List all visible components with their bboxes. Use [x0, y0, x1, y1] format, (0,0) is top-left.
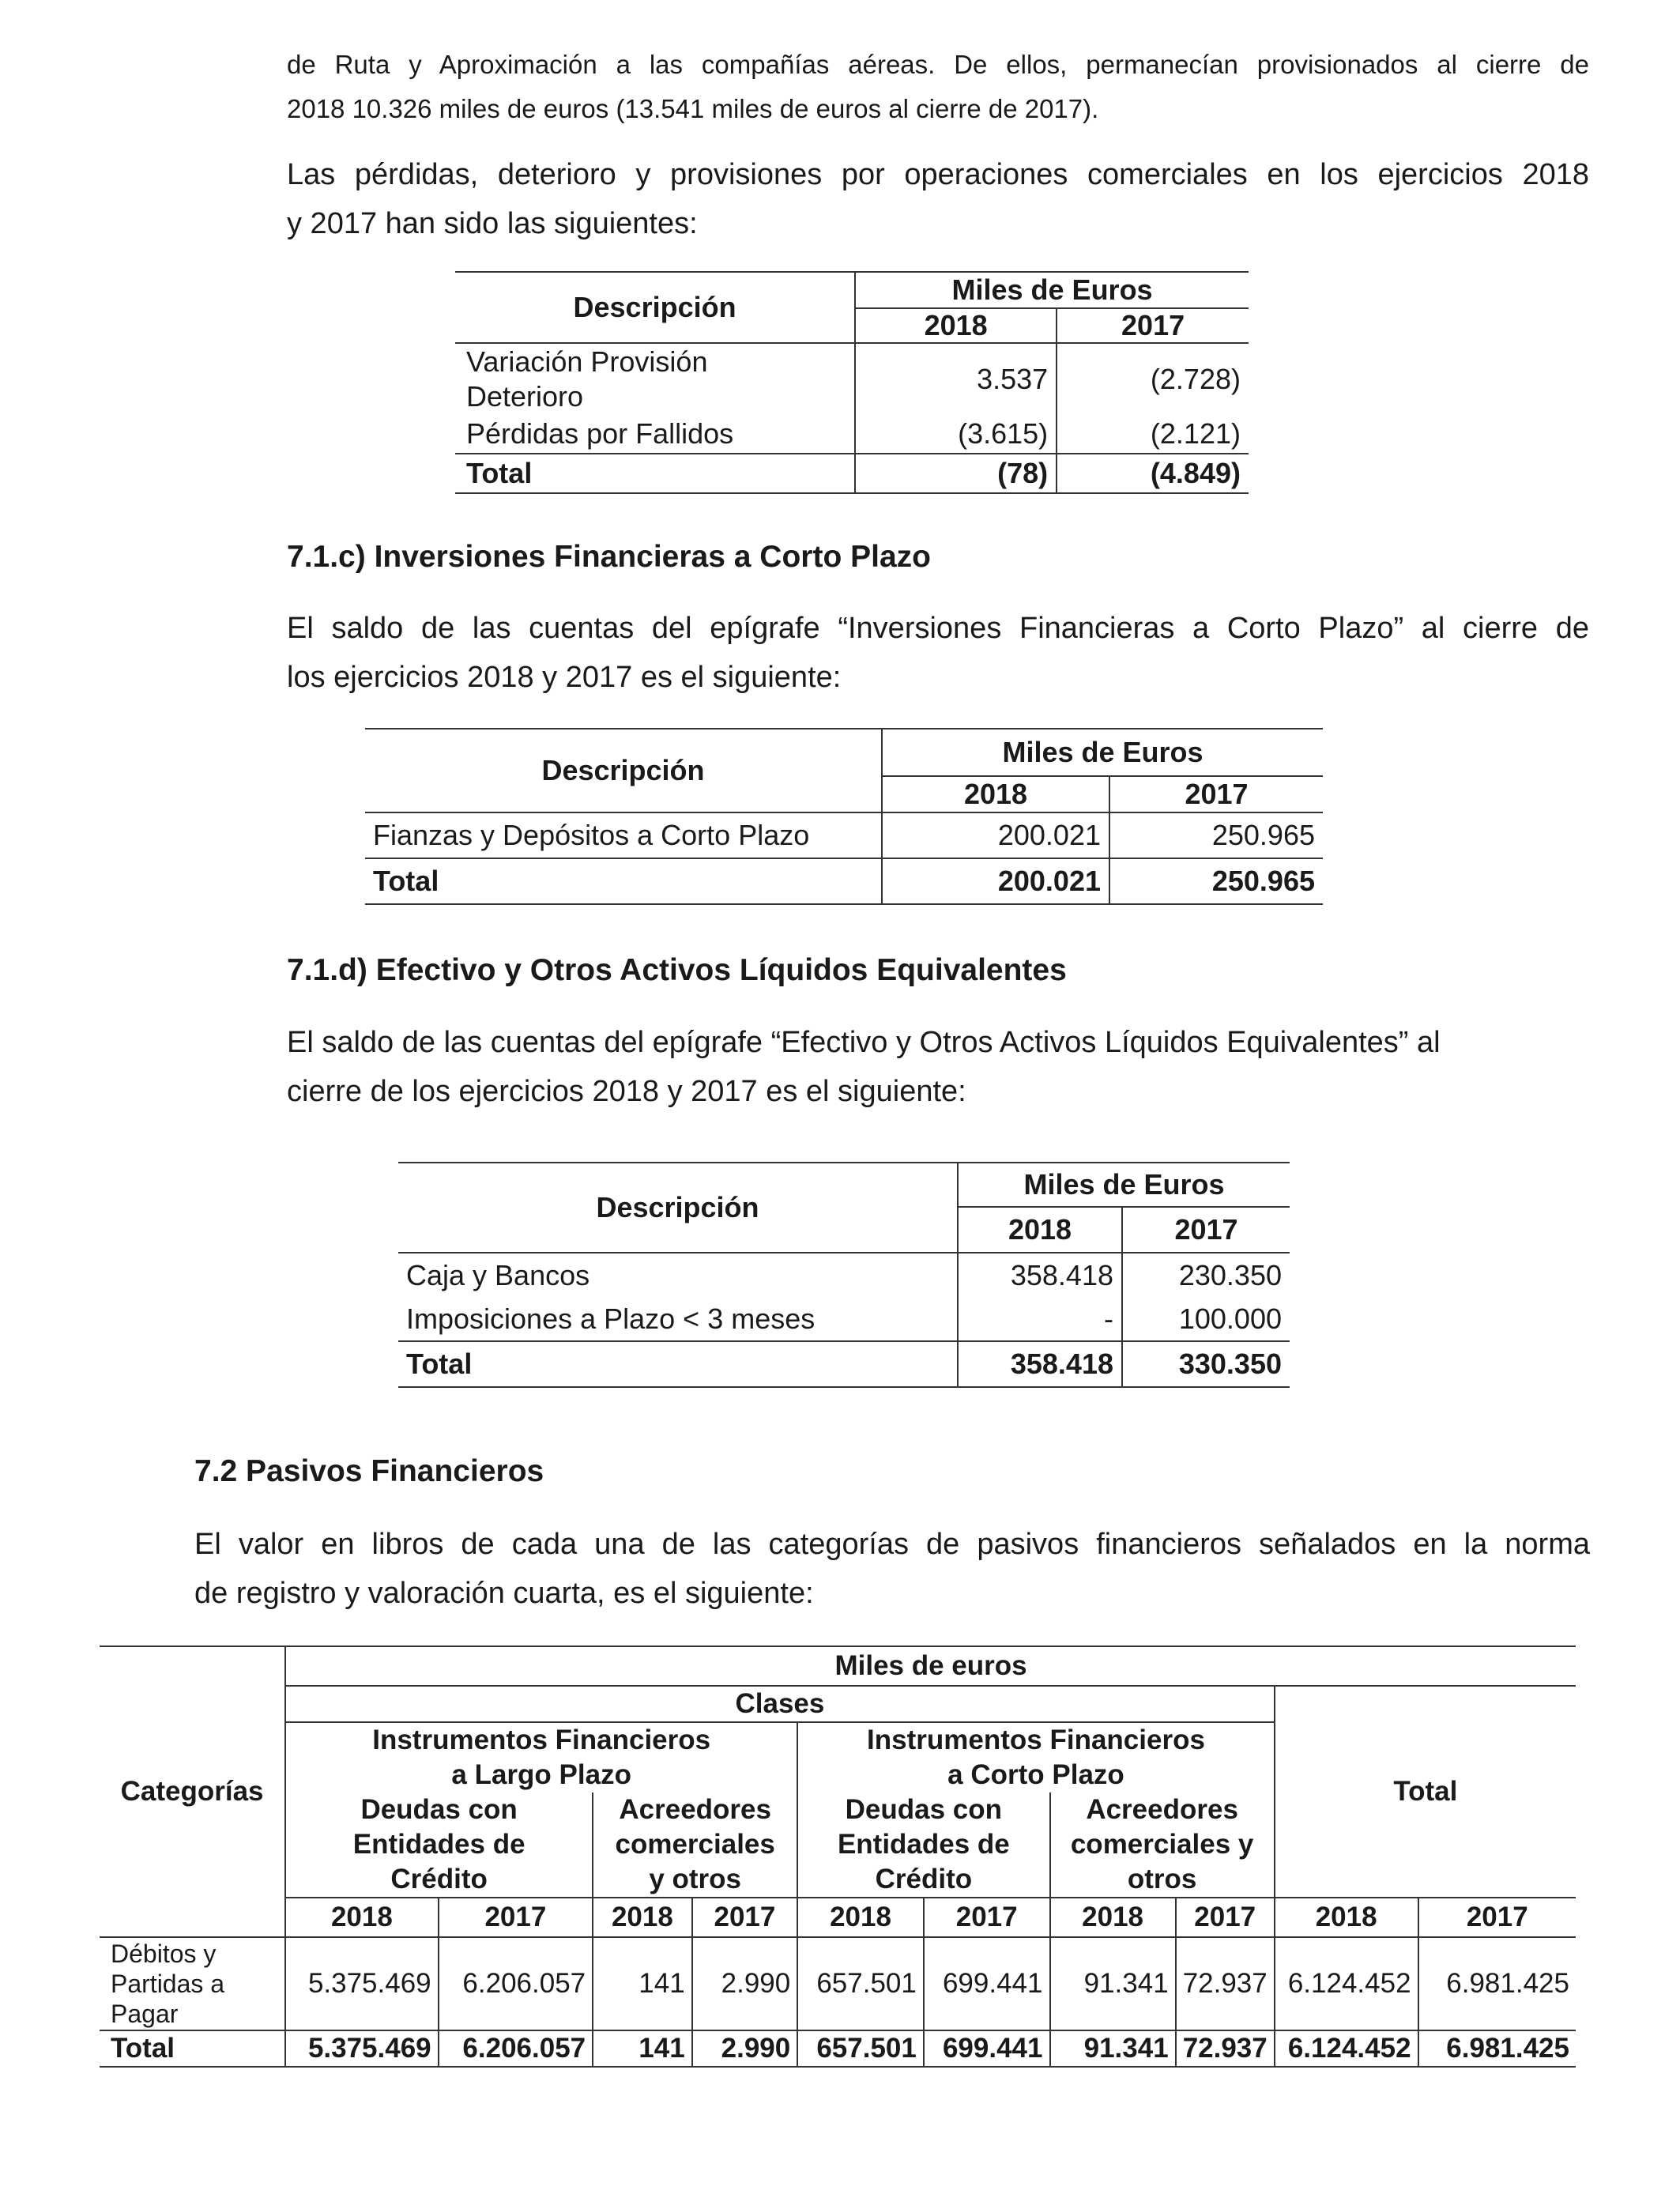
largo-plazo-line-1: Instrumentos Financieros [372, 1725, 711, 1755]
section-71c-line-1: El saldo de las cuentas del epígrafe “Inversiones Financieras a Corto Plazo” al cierre de [287, 612, 1589, 645]
pasivos-total-value-4: 2.990 [692, 2030, 798, 2067]
pasivos-row-debitos-label [100, 1937, 285, 2030]
pasivos-total-value-2: 6.206.057 [439, 2030, 593, 2067]
perdidas-paragraph [287, 150, 1589, 248]
section-72-line-2: de registro y valoración cuarta, es el siguiente: [194, 1577, 814, 1610]
pasivos-row-value-2: 6.206.057 [439, 1937, 593, 2030]
pasivos-clases-header: Clases [285, 1686, 1275, 1722]
intro-paragraph [287, 43, 1589, 131]
pasivos-year-col-4: 2017 [692, 1898, 798, 1937]
pasivos-total-value-3: 141 [593, 2030, 692, 2067]
inversiones-total-2018: 200.021 [882, 858, 1109, 904]
pasivos-year-col-1: 2018 [285, 1898, 439, 1937]
pasivos-lp-acreedores-header [593, 1793, 797, 1898]
pasivos-total-value-7: 91.341 [1050, 2030, 1176, 2067]
debitos-label-line-1: Débitos y [111, 1940, 217, 1968]
inversiones-row-fianzas-label: Fianzas y Depósitos a Corto Plazo [365, 812, 882, 858]
perdidas-miles-header: Miles de Euros [855, 272, 1249, 308]
pasivos-year-col-5: 2018 [797, 1898, 924, 1937]
efectivo-total-2017: 330.350 [1122, 1341, 1290, 1387]
perdidas-row-fallidos-label: Pérdidas por Fallidos [455, 414, 855, 454]
pasivos-total-value-9: 6.124.452 [1275, 2030, 1418, 2067]
perdidas-desc-header: Descripción [455, 272, 855, 343]
perdidas-table [455, 271, 1249, 494]
pasivos-total-value-1: 5.375.469 [285, 2030, 439, 2067]
variacion-label-line-2: Deterioro [466, 379, 584, 413]
inversiones-year-2017: 2017 [1109, 776, 1323, 812]
efectivo-total-2018: 358.418 [958, 1341, 1122, 1387]
pasivos-year-col-7: 2018 [1050, 1898, 1176, 1937]
section-72-paragraph [194, 1520, 1590, 1618]
section-71d-line-1: El saldo de las cuentas del epígrafe “Efectivo y Otros Activos Líquidos Equivalentes” al [287, 1026, 1441, 1059]
efectivo-row-imposiciones-2017: 100.000 [1122, 1297, 1290, 1341]
perdidas-year-2017: 2017 [1057, 308, 1249, 343]
pasivos-cp-deudas-header [797, 1793, 1049, 1898]
perdidas-total-2017: (4.849) [1057, 454, 1249, 493]
pasivos-row-value-4: 2.990 [692, 1937, 798, 2030]
pasivos-year-col-8: 2017 [1176, 1898, 1275, 1937]
section-72-title: 7.2 Pasivos Financieros [194, 1454, 544, 1488]
perdidas-row-variacion-2017: (2.728) [1150, 362, 1241, 395]
perdidas-total-2018: (78) [855, 454, 1057, 493]
pasivos-total-value-8: 72.937 [1176, 2030, 1275, 2067]
cp-deudas-line-2: Entidades de [837, 1829, 1010, 1860]
largo-plazo-line-2: a Largo Plazo [451, 1759, 631, 1790]
efectivo-row-imposiciones-2018: - [958, 1297, 1122, 1341]
section-71c-paragraph [287, 604, 1589, 702]
pasivos-row-value-5: 657.501 [797, 1937, 924, 2030]
cp-deudas-line-3: Crédito [875, 1864, 973, 1894]
efectivo-row-caja-2018: 358.418 [958, 1253, 1122, 1297]
inversiones-row-fianzas-2017: 250.965 [1109, 812, 1323, 858]
pasivos-year-col-3: 2018 [593, 1898, 692, 1937]
section-71d-title: 7.1.d) Efectivo y Otros Activos Líquidos Equivalentes [287, 953, 1067, 987]
pasivos-corto-plazo-header [797, 1722, 1275, 1793]
efectivo-row-caja-label: Caja y Bancos [398, 1253, 958, 1297]
efectivo-desc-header: Descripción [398, 1163, 958, 1253]
efectivo-year-2017: 2017 [1122, 1207, 1290, 1253]
pasivos-row-value-7: 91.341 [1050, 1937, 1176, 2030]
section-71d-paragraph [287, 1018, 1589, 1116]
pasivos-table [100, 1646, 1576, 2068]
pasivos-year-col-10: 2017 [1418, 1898, 1576, 1937]
pasivos-lp-deudas-header [285, 1793, 593, 1898]
efectivo-row-caja-2017: 230.350 [1178, 1258, 1282, 1291]
corto-plazo-line-2: a Corto Plazo [947, 1759, 1124, 1790]
pasivos-row-value-8: 72.937 [1176, 1937, 1275, 2030]
perdidas-row-variacion-label [455, 343, 855, 414]
lp-acreedores-line-2: comerciales [615, 1829, 775, 1860]
perdidas-row-fallidos-2017: (2.121) [1057, 414, 1249, 454]
lp-acreedores-line-3: y otros [649, 1864, 742, 1894]
pasivos-row-value-10: 6.981.425 [1446, 1968, 1569, 1999]
lp-acreedores-line-1: Acreedores [619, 1794, 771, 1825]
inversiones-miles-header: Miles de Euros [882, 729, 1323, 776]
section-71c-line-2: los ejercicios 2018 y 2017 es el siguiente: [287, 661, 842, 694]
perdidas-line-2: y 2017 han sido las siguientes: [287, 207, 698, 240]
perdidas-year-2018: 2018 [855, 308, 1057, 343]
pasivos-largo-plazo-header [285, 1722, 797, 1793]
pasivos-row-value-6: 699.441 [924, 1937, 1050, 2030]
pasivos-total-value-10: 6.981.425 [1418, 2030, 1576, 2067]
pasivos-cp-acreedores-header [1050, 1793, 1275, 1898]
intro-line-2: 2018 10.326 miles de euros (13.541 miles de euros al cierre de 2017). [287, 94, 1099, 123]
pasivos-total-value-6: 699.441 [924, 2030, 1050, 2067]
cp-acreedores-line-3: otros [1127, 1864, 1197, 1894]
efectivo-row-imposiciones-label: Imposiciones a Plazo < 3 meses [398, 1297, 958, 1341]
pasivos-row-value-9: 6.124.452 [1275, 1937, 1418, 2030]
perdidas-total-label: Total [455, 454, 855, 493]
efectivo-table [398, 1162, 1290, 1388]
pasivos-total-label: Total [100, 2030, 285, 2067]
efectivo-miles-header: Miles de Euros [958, 1163, 1290, 1207]
perdidas-row-fallidos-2018: (3.615) [855, 414, 1057, 454]
inversiones-total-label: Total [365, 858, 882, 904]
cp-acreedores-line-2: comerciales y [1070, 1829, 1254, 1860]
pasivos-year-col-6: 2017 [924, 1898, 1050, 1937]
inversiones-year-2018: 2018 [882, 776, 1109, 812]
pasivos-total-header: Total [1275, 1686, 1576, 1898]
pasivos-categorias-header: Categorías [100, 1646, 285, 1937]
pasivos-miles-header: Miles de euros [285, 1646, 1576, 1686]
efectivo-year-2018: 2018 [958, 1207, 1122, 1253]
debitos-label-line-2: Partidas a [111, 1970, 225, 1998]
pasivos-row-value-1: 5.375.469 [285, 1937, 439, 2030]
perdidas-row-variacion-2018: 3.537 [855, 343, 1057, 414]
section-71c-title: 7.1.c) Inversiones Financieras a Corto Plazo [287, 540, 931, 574]
intro-line-1: de Ruta y Aproximación a las compañías aéreas. De ellos, permanecían provisionados al cierre de [287, 50, 1589, 79]
cp-deudas-line-1: Deudas con [845, 1794, 1003, 1825]
corto-plazo-line-1: Instrumentos Financieros [867, 1725, 1205, 1755]
pasivos-row-value-3: 141 [593, 1937, 692, 2030]
cp-acreedores-line-1: Acreedores [1086, 1794, 1238, 1825]
efectivo-total-label: Total [398, 1341, 958, 1387]
inversiones-total-2017: 250.965 [1109, 858, 1323, 904]
perdidas-line-1: Las pérdidas, deterioro y provisiones por operaciones comerciales en los ejercicios 2018 [287, 158, 1589, 191]
debitos-label-line-3: Pagar [111, 2000, 179, 2028]
inversiones-row-fianzas-2018: 200.021 [882, 812, 1109, 858]
lp-deudas-line-1: Deudas con [360, 1794, 518, 1825]
lp-deudas-line-2: Entidades de [352, 1829, 525, 1860]
pasivos-year-col-2: 2017 [439, 1898, 593, 1937]
variacion-label-line-1: Variación Provisión [466, 345, 708, 378]
section-72-line-1: El valor en libros de cada una de las categorías de pasivos financieros señalados en la norma [194, 1528, 1590, 1561]
inversiones-table [365, 728, 1323, 905]
pasivos-year-col-9: 2018 [1275, 1898, 1418, 1937]
pasivos-total-value-5: 657.501 [797, 2030, 924, 2067]
inversiones-desc-header: Descripción [365, 729, 882, 812]
lp-deudas-line-3: Crédito [390, 1864, 488, 1894]
section-71d-line-2: cierre de los ejercicios 2018 y 2017 es el siguiente: [287, 1075, 966, 1108]
